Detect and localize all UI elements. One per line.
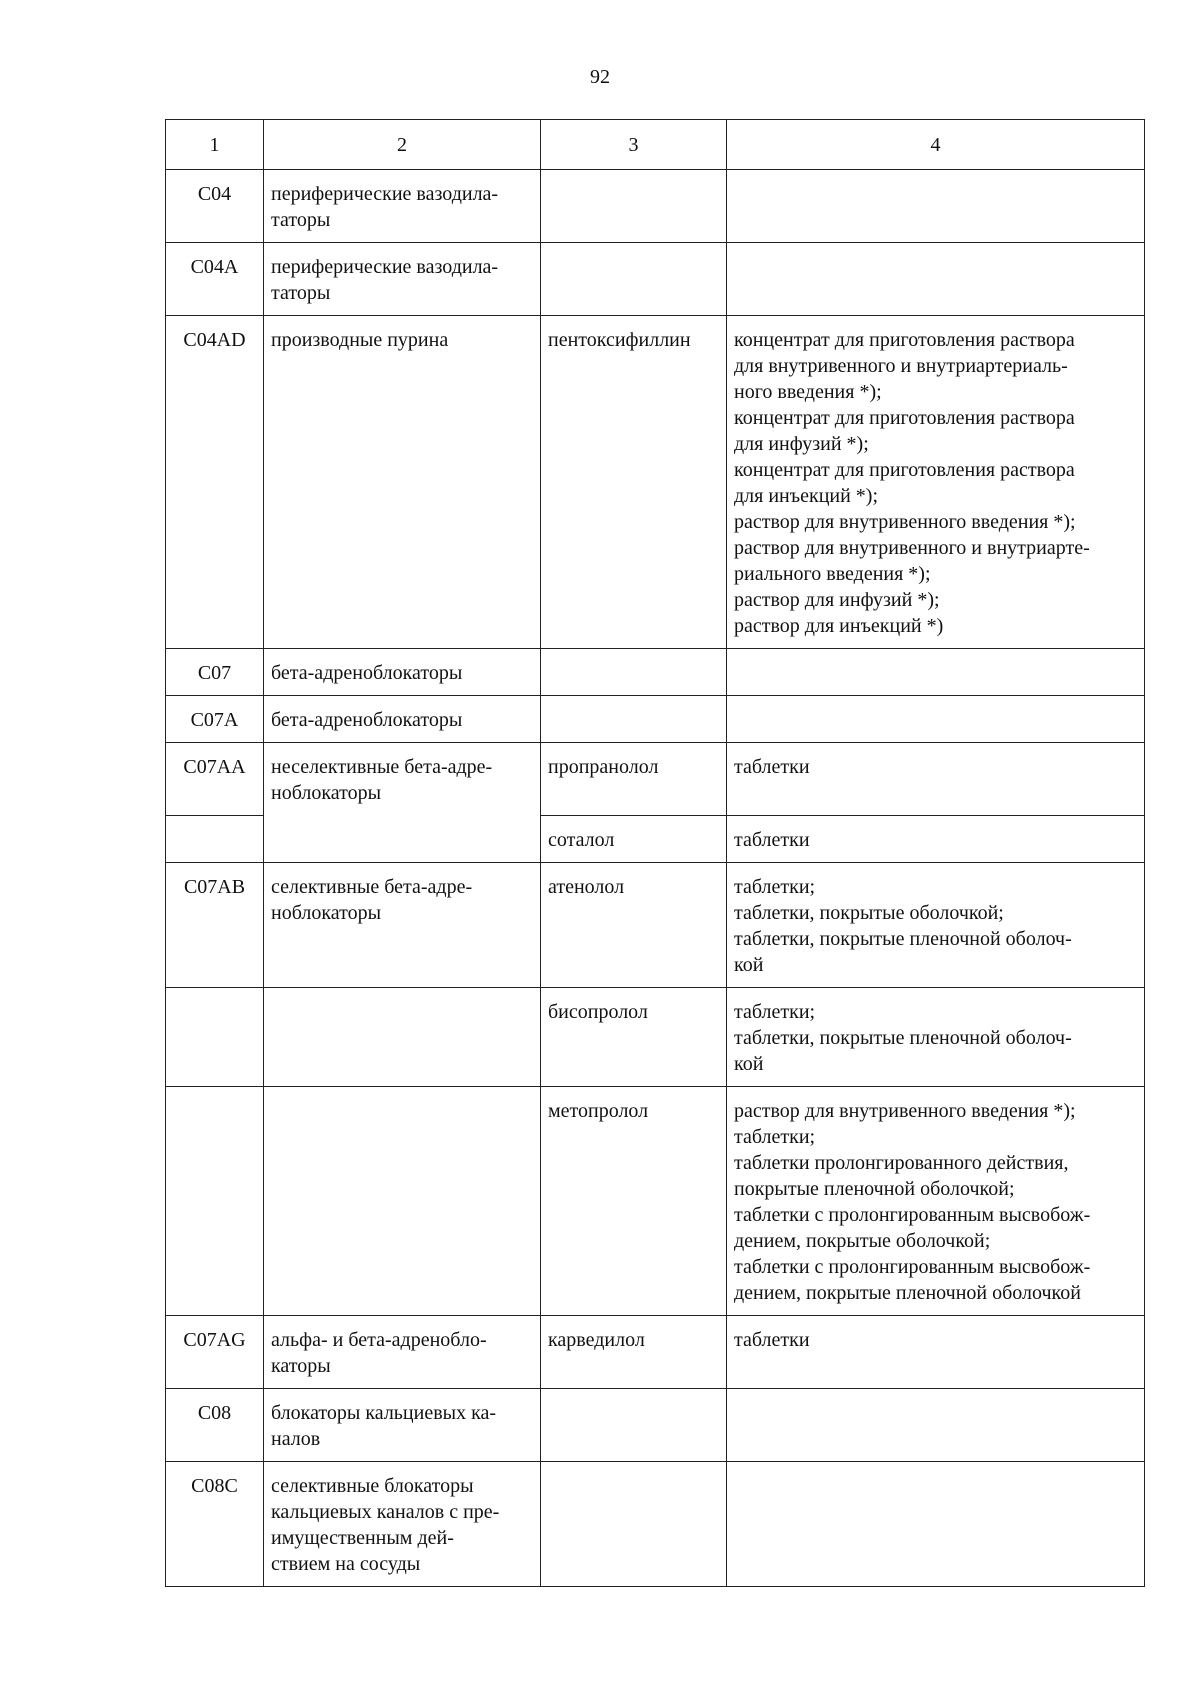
table-row <box>166 1086 1145 1315</box>
drug-name-cell <box>541 170 727 243</box>
atc-code-cell: C04 <box>166 170 264 243</box>
dosage-forms-cell <box>727 1388 1145 1461</box>
group-text-line: имущественным дей- <box>271 1526 454 1549</box>
drug-name-cell <box>541 1388 727 1461</box>
group-text-line: таторы <box>271 209 331 231</box>
drug-name-cell <box>541 696 727 743</box>
table-row <box>166 316 1145 649</box>
dosage-form-line: концентрат для приготовления раствора <box>734 329 1075 351</box>
drug-name-cell <box>541 1461 727 1586</box>
group-text-line: периферические вазодила- <box>271 183 499 205</box>
atc-code-cell: C07AB <box>166 862 264 987</box>
table-body <box>166 170 1145 1587</box>
dosage-form-line: покрытые пленочной оболочкой; <box>734 1177 1015 1200</box>
drug-name-cell: пропранолол <box>541 743 727 816</box>
table-row <box>166 815 1145 862</box>
dosage-form-line: таблетки пролонгированного действия, <box>734 1151 1069 1174</box>
pharmacological-group-cell <box>264 743 541 816</box>
drug-classification-table <box>165 119 1145 1587</box>
pharmacological-group-cell <box>264 649 541 696</box>
dosage-forms-cell <box>727 1461 1145 1586</box>
dosage-form-line: таблетки; <box>734 875 816 898</box>
drug-name-cell <box>541 243 727 316</box>
dosage-form-line: таблетки <box>734 756 810 778</box>
dosage-form-line: для инъекций *); <box>734 485 879 507</box>
dosage-forms-cell <box>727 987 1145 1086</box>
group-text-line: каторы <box>271 1354 331 1377</box>
pharmacological-group-cell <box>264 696 541 743</box>
group-text-line: альфа- и бета-адренобло- <box>271 1328 487 1351</box>
atc-code-cell: C07A <box>166 696 264 743</box>
dosage-form-line: раствор для внутривенного введения *); <box>734 511 1076 533</box>
table-row <box>166 987 1145 1086</box>
pharmacological-group-cell <box>264 1315 541 1388</box>
atc-code-cell: C04A <box>166 243 264 316</box>
dosage-form-line: раствор для внутривенного введения *); <box>734 1099 1076 1122</box>
header-col-4: 4 <box>727 120 1145 170</box>
group-text-line: производные пурина <box>271 329 449 351</box>
page-number: 92 <box>590 66 610 88</box>
dosage-form-line: кой <box>734 1052 764 1075</box>
dosage-form-line: концентрат для приготовления раствора <box>734 459 1075 481</box>
pharmacological-group-cell <box>264 862 541 987</box>
atc-code-cell: C08C <box>166 1461 264 1586</box>
atc-code-cell: C04AD <box>166 316 264 649</box>
drug-name-cell: метопролол <box>541 1086 727 1315</box>
group-text-line: неселективные бета-адре- <box>271 756 493 778</box>
dosage-form-line: кой <box>734 953 764 976</box>
dosage-form-line: риального введения *); <box>734 563 931 585</box>
pharmacological-group-cell <box>264 316 541 649</box>
group-text-line: периферические вазодила- <box>271 256 499 278</box>
dosage-form-line: раствор для инъекций *) <box>734 615 944 637</box>
dosage-form-line: таблетки; <box>734 1000 816 1023</box>
group-text-line: блокаторы кальциевых ка- <box>271 1401 497 1424</box>
header-col-1: 1 <box>166 120 264 170</box>
atc-code-cell <box>166 1086 264 1315</box>
dosage-form-line: дением, покрытые пленочной оболочкой <box>734 1281 1081 1304</box>
group-text-line: бета-адреноблокаторы <box>271 662 463 684</box>
dosage-forms-cell <box>727 815 1145 862</box>
table-header-row <box>166 120 1145 170</box>
atc-code-cell: C07AG <box>166 1315 264 1388</box>
drug-name-cell: атенолол <box>541 862 727 987</box>
dosage-form-line: таблетки с пролонгированным высвобож- <box>734 1203 1091 1226</box>
atc-code-cell: C08 <box>166 1388 264 1461</box>
table-row <box>166 1315 1145 1388</box>
dosage-forms-cell <box>727 1315 1145 1388</box>
drug-name-cell: пентоксифиллин <box>541 316 727 649</box>
pharmacological-group-cell <box>264 815 541 862</box>
table-row <box>166 170 1145 243</box>
group-text-line: селективные бета-адре- <box>271 875 473 898</box>
drug-name-cell <box>541 649 727 696</box>
table-row <box>166 243 1145 316</box>
dosage-form-line: таблетки; <box>734 1125 816 1148</box>
group-text-line: ствием на сосуды <box>271 1552 421 1575</box>
group-text-line: бета-адреноблокаторы <box>271 709 463 731</box>
dosage-forms-cell <box>727 743 1145 816</box>
dosage-form-line: таблетки, покрытые оболочкой; <box>734 901 1004 924</box>
group-text-line: ноблокаторы <box>271 782 382 804</box>
pharmacological-group-cell <box>264 1461 541 1586</box>
dosage-form-line: ного введения *); <box>734 381 882 403</box>
atc-code-cell <box>166 815 264 862</box>
dosage-forms-cell <box>727 243 1145 316</box>
group-text-line: таторы <box>271 282 331 304</box>
table-row <box>166 743 1145 816</box>
pharmacological-group-cell <box>264 1086 541 1315</box>
dosage-form-line: раствор для инфузий *); <box>734 589 940 611</box>
dosage-form-line: концентрат для приготовления раствора <box>734 407 1075 429</box>
table-row <box>166 696 1145 743</box>
group-text-line: ноблокаторы <box>271 901 382 924</box>
group-text-line: кальциевых каналов с пре- <box>271 1500 500 1523</box>
dosage-forms-cell <box>727 1086 1145 1315</box>
dosage-forms-cell <box>727 170 1145 243</box>
pharmacological-group-cell <box>264 987 541 1086</box>
header-col-2: 2 <box>264 120 541 170</box>
drug-name-cell: карведилол <box>541 1315 727 1388</box>
dosage-form-line: таблетки <box>734 828 810 851</box>
table-row <box>166 1388 1145 1461</box>
dosage-form-line: таблетки, покрытые пленочной оболоч- <box>734 927 1072 950</box>
dosage-forms-cell <box>727 316 1145 649</box>
pharmacological-group-cell <box>264 243 541 316</box>
dosage-form-line: раствор для внутривенного и внутриарте- <box>734 537 1090 559</box>
dosage-form-line: таблетки, покрытые пленочной оболоч- <box>734 1026 1072 1049</box>
group-text-line: селективные блокаторы <box>271 1474 474 1497</box>
dosage-form-line: для внутривенного и внутриартериаль- <box>734 355 1068 377</box>
dosage-form-line: для инфузий *); <box>734 433 869 455</box>
dosage-forms-cell <box>727 862 1145 987</box>
table-row <box>166 862 1145 987</box>
atc-code-cell: C07 <box>166 649 264 696</box>
group-text-line: налов <box>271 1427 321 1450</box>
atc-code-cell <box>166 987 264 1086</box>
dosage-forms-cell <box>727 696 1145 743</box>
dosage-form-line: таблетки с пролонгированным высвобож- <box>734 1255 1091 1278</box>
dosage-form-line: таблетки <box>734 1328 810 1351</box>
pharmacological-group-cell <box>264 170 541 243</box>
dosage-form-line: дением, покрытые оболочкой; <box>734 1229 991 1252</box>
dosage-forms-cell <box>727 649 1145 696</box>
pharmacological-group-cell <box>264 1388 541 1461</box>
table-row <box>166 649 1145 696</box>
drug-name-cell: бисопролол <box>541 987 727 1086</box>
table-row <box>166 1461 1145 1586</box>
atc-code-cell: C07AA <box>166 743 264 816</box>
header-col-3: 3 <box>541 120 727 170</box>
drug-name-cell: соталол <box>541 815 727 862</box>
